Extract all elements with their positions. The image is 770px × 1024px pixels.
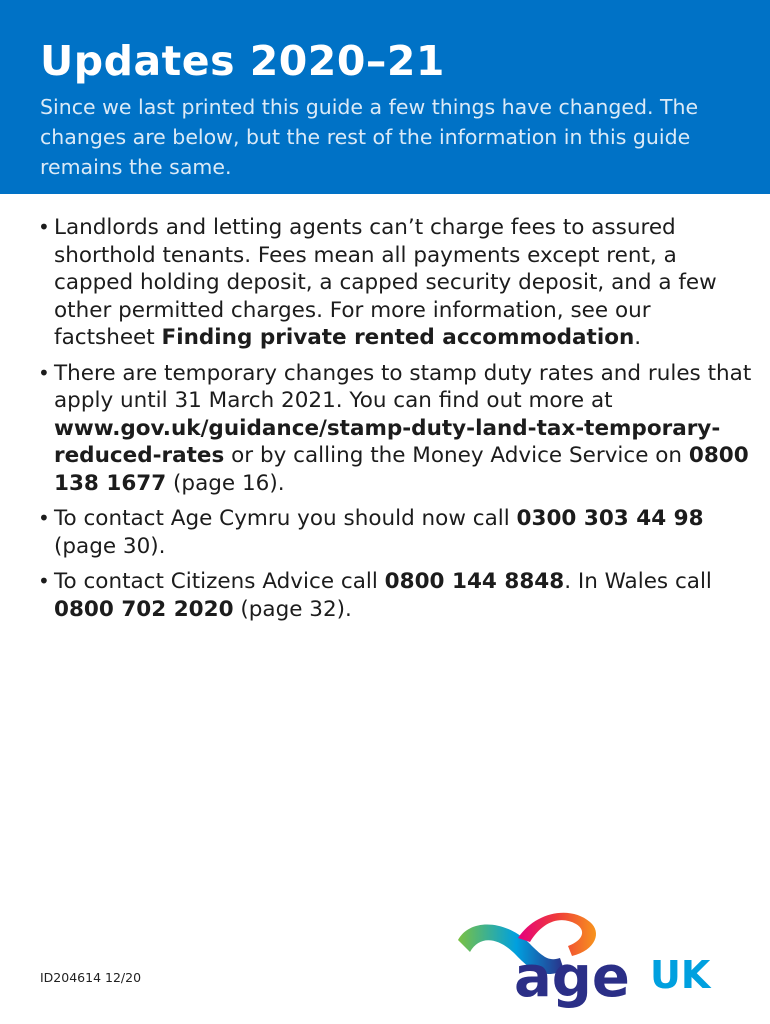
bold-text: www.gov.uk/guidance/stamp-duty-land-tax-temporary-reduced-rates <box>54 415 721 468</box>
update-bullet-item <box>38 360 753 498</box>
age-uk-logo <box>450 900 740 1010</box>
body-text: or by calling the Money Advice Service on <box>224 443 689 468</box>
body-text: . In Wales call <box>564 569 712 594</box>
updates-list <box>38 214 753 631</box>
page-title: Updates 2020–21 <box>40 37 445 85</box>
header-banner <box>0 0 770 194</box>
update-bullet-item <box>38 214 753 352</box>
document-id: ID204614 12/20 <box>40 970 142 985</box>
infinity-ribbon-logo-icon <box>450 900 740 1010</box>
logo-wordmark-age: age <box>514 945 630 1010</box>
update-bullet-item <box>38 505 753 560</box>
body-text: Landlords and letting agents can’t charge fees to assured shorthold tenants. Fees mean all payments except rent, a capped holding deposit, a capped security deposit, and a few other permitted charges. For more information, see our factsheet <box>54 215 717 350</box>
intro-text: Since we last printed this guide a few things have changed. The changes are below, but the rest of the information in this guide remains the same. <box>40 95 699 179</box>
bold-text: 0800 138 1677 <box>54 443 749 496</box>
bold-text: 0300 303 44 98 <box>516 506 704 531</box>
bold-text: 0800 702 2020 <box>54 596 234 622</box>
body-text: There are temporary changes to stamp duty rates and rules that apply until 31 March 2021. You can find out more at <box>54 360 752 413</box>
bold-text: Finding private rented accommodation <box>161 325 635 350</box>
update-bullet-item <box>38 568 753 623</box>
body-text: (page 32). <box>233 596 352 622</box>
body-text: To contact Age Cymru you should now call <box>54 506 517 531</box>
body-text: (page 30). <box>54 533 166 559</box>
bold-text: 0800 144 8848 <box>384 569 565 594</box>
logo-wordmark-uk: UK <box>650 953 711 997</box>
body-text: (page 16). <box>166 470 285 496</box>
body-text: . <box>634 325 642 350</box>
body-text: To contact Citizens Advice call <box>54 569 385 594</box>
